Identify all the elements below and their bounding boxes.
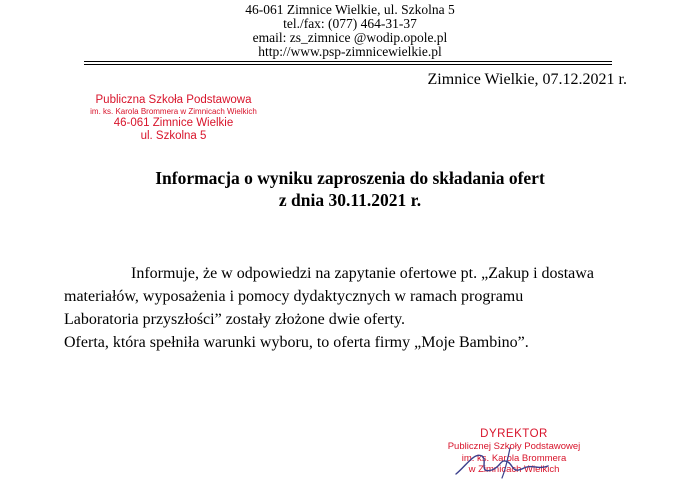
letterhead-rule-top — [84, 61, 612, 62]
school-stamp-name: Publiczna Szkoła Podstawowa — [95, 94, 252, 106]
signature-icon — [452, 444, 572, 480]
school-stamp-postcode: 46-061 Zimnice Wielkie — [113, 117, 234, 129]
letterhead-email: email: zs_zimnice @wodip.opole.pl — [252, 30, 448, 45]
document-title-line1: Informacja o wyniku zaproszenia do składania ofert — [155, 168, 545, 188]
document-date: Zimnice Wielkie, 07.12.2021 r. — [427, 71, 627, 88]
body-paragraph-line4: Oferta, która spełniła warunki wyboru, to oferta firmy „Moje Bambino”. — [64, 334, 529, 351]
body-paragraph-line2: materiałów, wyposażenia i pomocy dydaktycznych w ramach programu — [64, 288, 524, 305]
director-stamp-school: Publicznej Szkoły Podstawowej — [447, 441, 581, 452]
director-stamp-patron: im. ks. Karola Brommera — [461, 452, 567, 464]
document-title-line2: z dnia 30.11.2021 r. — [278, 190, 422, 210]
director-stamp-town: w Zimnicach Wielkich — [468, 464, 560, 475]
school-stamp-patron: im. ks. Karola Brommera w Zimnicach Wielkich — [90, 107, 257, 116]
letterhead-phone: tel./fax: (077) 464-31-37 — [283, 16, 417, 31]
letterhead-website: http://www.psp-zimnicewielkie.pl — [258, 44, 442, 59]
letterhead-rule-bottom — [84, 64, 612, 65]
school-stamp — [86, 94, 261, 143]
school-stamp-street: ul. Szkolna 5 — [140, 130, 207, 142]
body-paragraph-line3: Laboratoria przyszłości” zostały złożone dwie oferty. — [64, 311, 406, 328]
letterhead-address: 46-061 Zimnice Wielkie, ul. Szkolna 5 — [245, 2, 455, 17]
body-paragraph-line1: Informuje, że w odpowiedzi na zapytanie ofertowe pt. „Zakup i dostawa — [131, 265, 594, 282]
director-stamp-title: DYREKTOR — [480, 428, 548, 440]
document-title — [0, 167, 700, 211]
